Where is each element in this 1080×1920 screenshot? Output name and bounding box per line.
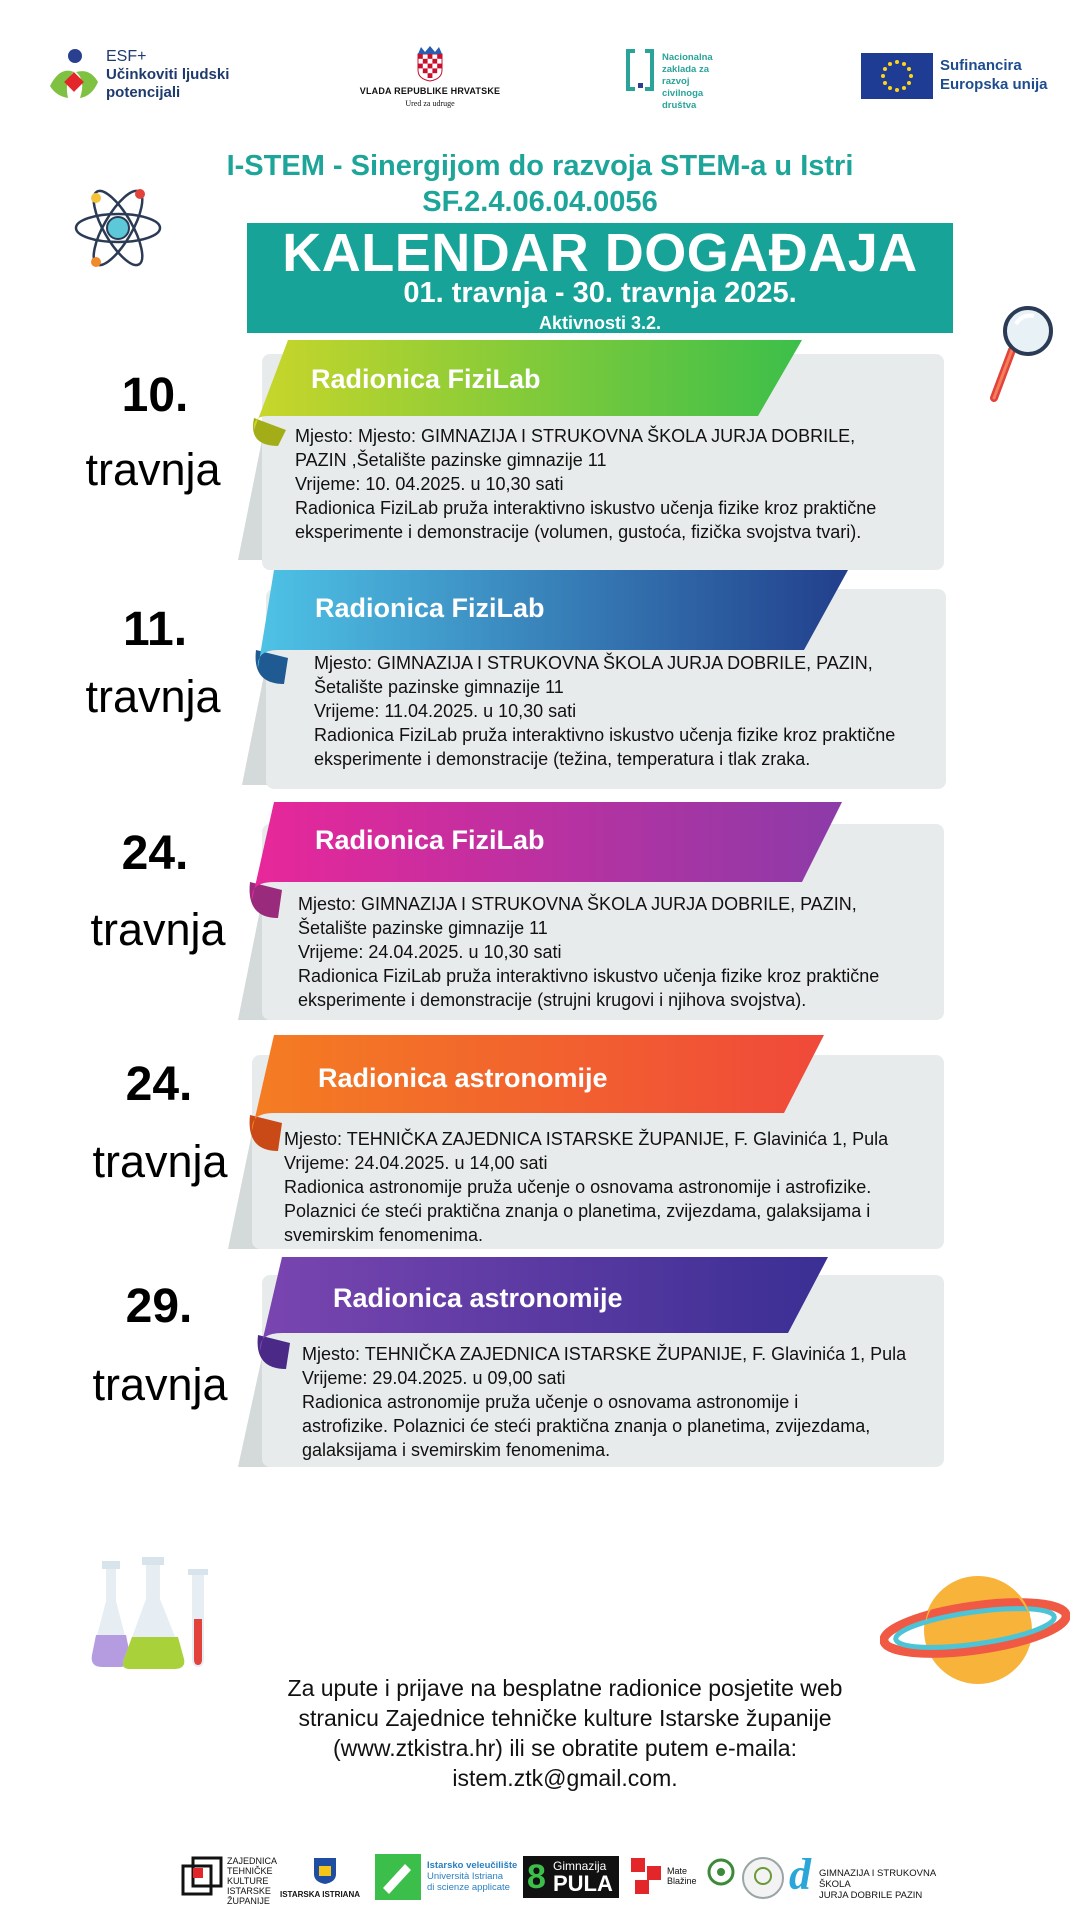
- project-code: SF.2.4.06.04.0056: [422, 186, 658, 218]
- coat-of-arms-icon: [416, 46, 444, 82]
- mate-line: Blažine: [667, 1876, 697, 1886]
- veleuciliste-logo-mark: [375, 1854, 421, 1900]
- event-details: [284, 1127, 888, 1247]
- event-details: [314, 651, 895, 771]
- event-day-month: travnja: [92, 1359, 228, 1410]
- event-item: [0, 1257, 1080, 1472]
- event-detail-line: Radionica astronomije pruža učenje o osnovama astronomije i astrofizike.: [284, 1177, 872, 1197]
- esf-name-line: potencijali: [106, 84, 181, 101]
- zaklada-line: društva: [662, 100, 697, 111]
- atom-illustration: [72, 182, 164, 274]
- esf-logo: [46, 46, 106, 106]
- gimnazija-bottom-label: PULA: [553, 1871, 613, 1896]
- event-detail-line: Mjesto: Mjesto: GIMNAZIJA I STRUKOVNA ŠKOLA JURJA DOBRILE,: [295, 426, 856, 446]
- planet-illustration: [880, 1570, 1070, 1690]
- planet-icon: [880, 1570, 1070, 1690]
- calendar-title: KALENDAR DOGAĐAJA: [282, 223, 918, 283]
- event-day-month: travnja: [92, 1136, 228, 1187]
- ztk-line: ŽUPANIJE: [227, 1896, 270, 1906]
- event-item: [0, 1033, 1080, 1253]
- event-detail-line: PAZIN ,Šetalište pazinske gimnazije 11: [295, 450, 607, 470]
- event-day-month: travnja: [90, 904, 226, 955]
- event-detail-line: Radionica FiziLab pruža interaktivno iskustvo učenja fizike kroz praktične: [295, 498, 877, 518]
- istria-goat-icon: [312, 1856, 338, 1884]
- eu-text: [940, 56, 1048, 94]
- eu-line: Europska unija: [940, 76, 1048, 93]
- zaklada-line: razvoj: [662, 76, 690, 87]
- event-detail-line: astrofizike. Polaznici će steći praktična znanja o planetima, zvijezdama,: [302, 1416, 871, 1436]
- event-day-number: 11.: [122, 603, 188, 656]
- esf-logo-text: [106, 48, 229, 102]
- partner-logos: [175, 1852, 965, 1904]
- event-item: [0, 340, 1080, 570]
- jd-line: GIMNAZIJA I STRUKOVNA ŠKOLA: [819, 1868, 936, 1890]
- jd-letter-mark: d: [789, 1850, 811, 1899]
- event-item: [0, 800, 1080, 1025]
- eu-stars-icon: [861, 53, 933, 99]
- eu-line: Sufinancira: [940, 57, 1022, 74]
- veleuciliste-line: di scienze applicate: [427, 1882, 510, 1893]
- event-detail-line: eksperimente i demonstracije (strujni krugovi i njihova svojstva).: [298, 990, 807, 1010]
- ztk-logo-text: [227, 1856, 277, 1906]
- zaklada-line: zaklada za: [662, 64, 709, 75]
- croatia-coat-of-arms: [416, 46, 444, 82]
- school-round-emblem-icon: [741, 1856, 785, 1900]
- school-emblem-icon: [705, 1858, 737, 1898]
- mate-blazine-text: [667, 1866, 697, 1886]
- event-detail-line: Mjesto: TEHNIČKA ZAJEDNICA ISTARSKE ŽUPANIJE, F. Glavinića 1, Pula: [302, 1344, 907, 1364]
- footer-info: [200, 1673, 930, 1793]
- footer-info-line: istem.ztk@gmail.com.: [452, 1765, 678, 1791]
- mate-line: Mate: [667, 1866, 688, 1876]
- event-detail-line: Mjesto: TEHNIČKA ZAJEDNICA ISTARSKE ŽUPANIJE, F. Glavinića 1, Pula: [284, 1129, 889, 1149]
- event-detail-line: Vrijeme: 11.04.2025. u 10,30 sati: [314, 701, 577, 721]
- atom-icon: [72, 182, 164, 274]
- event-detail-line: Polaznici će steći praktična znanja o planetima, zvijezdama, galaksijama i: [284, 1201, 871, 1221]
- calendar-activity: Aktivnosti 3.2.: [538, 313, 662, 333]
- event-title: Radionica astronomije: [333, 1283, 623, 1313]
- esf-logo-icon: [46, 46, 106, 106]
- event-detail-line: Vrijeme: 24.04.2025. u 14,00 sati: [284, 1153, 548, 1173]
- ztk-line: ISTARSKE: [227, 1886, 271, 1896]
- event-detail-line: galaksijama i svemirskim fenomenima.: [302, 1440, 611, 1460]
- istarska-logo-text: ISTARSKA ISTRIANA: [280, 1890, 360, 1899]
- veleuciliste-line: Università Istriana: [427, 1871, 504, 1882]
- event-detail-line: eksperimente i demonstracije (volumen, gustoća, fizička svojstva tvari).: [295, 522, 862, 542]
- calendar-date-range: 01. travnja - 30. travnja 2025.: [403, 277, 797, 309]
- flasks-illustration: [88, 1555, 228, 1675]
- lab-flasks-icon: [88, 1555, 228, 1675]
- event-detail-line: Vrijeme: 24.04.2025. u 10,30 sati: [298, 942, 562, 962]
- event-detail-line: Mjesto: GIMNAZIJA I STRUKOVNA ŠKOLA JURJA DOBRILE, PAZIN,: [314, 653, 873, 673]
- event-title: Radionica FiziLab: [315, 593, 545, 623]
- event-title: Radionica astronomije: [318, 1063, 608, 1093]
- event-item: [0, 565, 1080, 790]
- gimnazija-top-label: Gimnazija: [553, 1859, 607, 1873]
- mate-blazine-mark-icon: [631, 1858, 663, 1898]
- gimnazija-8-mark: 8: [527, 1858, 546, 1896]
- ztk-line: KULTURE: [227, 1876, 269, 1886]
- event-detail-line: Mjesto: GIMNAZIJA I STRUKOVNA ŠKOLA JURJA DOBRILE, PAZIN,: [298, 894, 857, 914]
- event-day-number: 10.: [121, 369, 189, 422]
- event-detail-line: Radionica FiziLab pruža interaktivno iskustvo učenja fizike kroz praktične: [298, 966, 880, 986]
- event-day-number: 24.: [125, 1058, 193, 1111]
- ztk-cube-icon: [179, 1854, 225, 1900]
- eu-flag: [861, 53, 933, 99]
- veleuciliste-logo-text: [427, 1860, 517, 1893]
- veleuciliste-arrow-icon: [375, 1854, 421, 1900]
- zaklada-line: civilnoga: [662, 88, 704, 99]
- event-day-month: travnja: [85, 444, 221, 495]
- event-detail-line: Radionica FiziLab pruža interaktivno iskustvo učenja fizike kroz praktične: [314, 725, 896, 745]
- vlada-name: VLADA REPUBLIKE HRVATSKE: [359, 86, 501, 96]
- event-detail-line: Šetalište pazinske gimnazije 11: [298, 918, 548, 938]
- ztk-line: ZAJEDNICA: [227, 1856, 278, 1866]
- event-detail-line: Radionica astronomije pruža učenje o osnovama astronomije i: [302, 1392, 799, 1412]
- event-detail-line: svemirskim fenomenima.: [284, 1225, 484, 1245]
- event-detail-line: Vrijeme: 29.04.2025. u 09,00 sati: [302, 1368, 566, 1388]
- event-details: [298, 892, 879, 1012]
- zaklada-line: Nacionalna: [662, 52, 713, 63]
- event-detail-line: Šetalište pazinske gimnazije 11: [314, 677, 564, 697]
- project-title: I-STEM - Sinergijom do razvoja STEM-a u Istri: [226, 150, 854, 182]
- gimnazija-pula-logo: [523, 1856, 619, 1898]
- veleuciliste-line: Istarsko veleučilište: [427, 1860, 518, 1871]
- ztk-line: TEHNIČKE: [227, 1866, 273, 1876]
- vlada-subtitle: Ured za udruge: [405, 99, 455, 108]
- esf-top-label: ESF+: [106, 48, 147, 65]
- zaklada-logo: [625, 47, 655, 97]
- bracket-logo-icon: [625, 47, 655, 97]
- event-day-number: 24.: [121, 827, 189, 880]
- footer-info-line: Za upute i prijave na besplatne radionice posjetite web: [287, 1675, 843, 1701]
- jd-school-text: [819, 1868, 965, 1901]
- event-title: Radionica FiziLab: [311, 364, 541, 394]
- event-day-month: travnja: [85, 671, 221, 722]
- event-detail-line: eksperimente i demonstracije (težina, temperatura i tlak zraka.: [314, 749, 811, 769]
- esf-name-line: Učinkoviti ljudski: [106, 66, 230, 83]
- event-title: Radionica FiziLab: [315, 825, 545, 855]
- event-day-number: 29.: [125, 1280, 193, 1333]
- event-details: [295, 424, 876, 544]
- zaklada-logo-text: [662, 52, 732, 112]
- footer-info-line: stranicu Zajednice tehničke kulture Istarske županije: [298, 1705, 832, 1731]
- jd-line: JURJA DOBRILE PAZIN: [819, 1890, 923, 1901]
- footer-info-line: (www.ztkistra.hr) ili se obratite putem e-maila:: [333, 1735, 797, 1761]
- event-detail-line: Vrijeme: 10. 04.2025. u 10,30 sati: [295, 474, 564, 494]
- event-details: [302, 1342, 906, 1462]
